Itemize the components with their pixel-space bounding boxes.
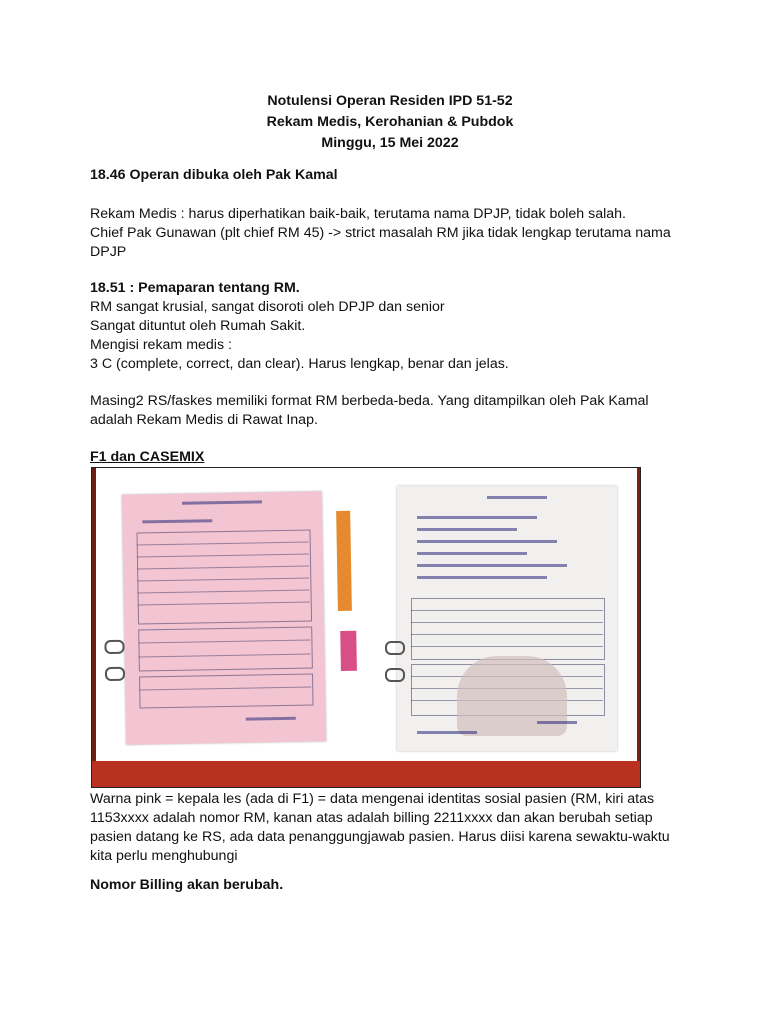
caption-line: Warna pink = kepala les (ada di F1) = data mengenai identitas sosial pasien (RM, kiri atas <box>90 791 655 807</box>
form-text-mark <box>142 519 212 523</box>
paragraph-line: Masing2 RS/faskes memiliki format RM berbeda-beda. Yang ditampilkan oleh Pak Kamal <box>90 393 649 409</box>
caption-line: kita perlu menghubungi <box>90 848 238 864</box>
folder-tab <box>340 631 357 671</box>
form-text-mark <box>417 564 567 567</box>
form-row <box>411 622 603 623</box>
paragraph-line: adalah Rekam Medis di Rawat Inap. <box>90 412 318 428</box>
form-text-mark <box>417 540 557 543</box>
form-row <box>411 610 603 611</box>
photo-frame-edge <box>637 468 640 761</box>
caption-line: 1153xxxx adalah nomor RM, kanan atas adalah billing 2211xxxx dan akan berubah setiap <box>90 810 653 826</box>
title-line-2: Rekam Medis, Kerohanian & Pubdok <box>266 114 514 130</box>
document-title <box>90 91 690 154</box>
caption-line: pasien datang ke RS, ada data penanggungjawab pasien. Harus diisi karena sewaktu-waktu <box>90 829 670 845</box>
form-table <box>138 626 313 671</box>
paragraph-line: Chief Pak Gunawan (plt chief RM 45) -> strict masalah RM jika tidak lengkap terutama nama <box>90 225 671 241</box>
form-text-mark <box>417 731 477 734</box>
pink-f1-form-image <box>122 491 326 744</box>
closing-note: Nomor Billing akan berubah. <box>90 877 284 893</box>
form-table <box>411 598 605 660</box>
form-text-mark <box>246 717 296 721</box>
paragraph-line: Rekam Medis : harus diperhatikan baik-baik, terutama nama DPJP, tidak boleh salah. <box>90 206 626 222</box>
binder-ring-icon <box>104 640 124 654</box>
form-row <box>411 634 603 635</box>
hand-shadow <box>457 656 567 736</box>
binder-ring-icon <box>105 667 125 681</box>
section-heading-opening: 18.46 Operan dibuka oleh Pak Kamal <box>90 167 338 183</box>
section-heading-rm: 18.51 : Pemaparan tentang RM. <box>90 280 300 296</box>
paragraph-line: DPJP <box>90 244 127 260</box>
form-text-mark <box>182 500 262 504</box>
form-text-mark <box>417 528 517 531</box>
form-text-mark <box>417 576 547 579</box>
medical-record-photo <box>91 467 641 788</box>
paragraph-line: RM sangat krusial, sangat disoroti oleh DPJP dan senior <box>90 299 445 315</box>
title-line-3: Minggu, 15 Mei 2022 <box>321 135 459 151</box>
paragraph-line: Sangat dituntut oleh Rumah Sakit. <box>90 318 306 334</box>
form-text-mark <box>417 552 527 555</box>
paragraph-line: Mengisi rekam medis : <box>90 337 232 353</box>
form-table <box>139 673 314 708</box>
photo-frame-edge <box>92 468 96 761</box>
folder-tab <box>336 511 352 611</box>
form-text-mark <box>537 721 577 724</box>
form-text-mark <box>487 496 547 499</box>
section-heading-f1-casemix: F1 dan CASEMIX <box>90 449 205 465</box>
binder-ring-icon <box>385 641 405 655</box>
white-casemix-form-image <box>397 486 617 751</box>
photo-bottom-bar <box>92 761 640 787</box>
form-row <box>411 646 603 647</box>
title-line-1: Notulensi Operan Residen IPD 51-52 <box>267 93 513 109</box>
paragraph-line: 3 C (complete, correct, dan clear). Harus lengkap, benar dan jelas. <box>90 356 509 372</box>
form-text-mark <box>417 516 537 519</box>
binder-ring-icon <box>385 668 405 682</box>
